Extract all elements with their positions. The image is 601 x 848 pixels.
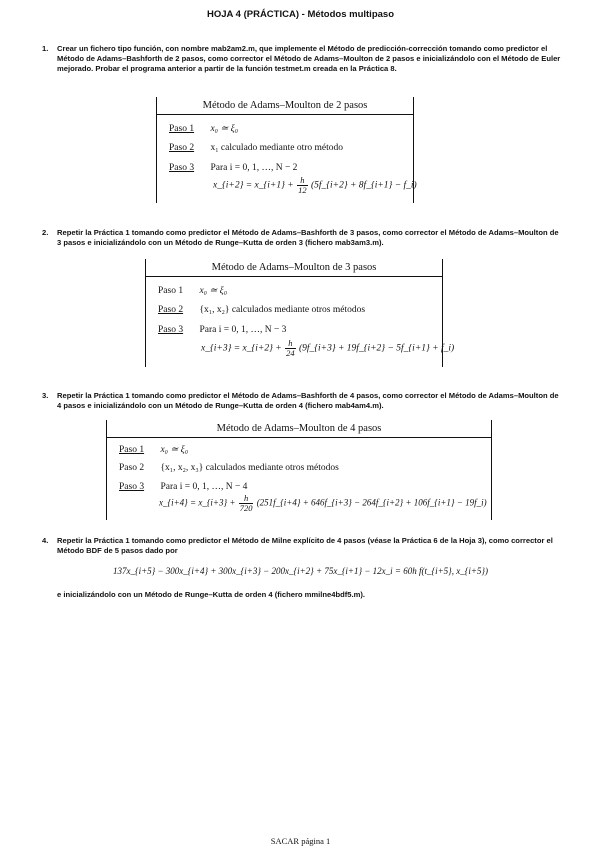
exercise-3 <box>42 391 562 413</box>
step-2 <box>119 463 339 473</box>
step-2 <box>169 143 343 153</box>
exercise-text: Repetir la Práctica 1 tomando como predictor el Método de Adams–Bashforth de 3 pasos, como corrector el Método de Adams–Moulton de 3 pasos e inicializándolo con un Método de Runge–Kutta de orden 3 (fichero mab3am3.m). <box>57 228 559 247</box>
exercise-text: Repetir la Práctica 1 tomando como predictor el Método de Milne explícito de 4 pasos (véase la Práctica 6 de la Hoja 3), como corrector el Método BDF de 5 pasos dado por <box>57 536 553 555</box>
exercise-1 <box>42 44 562 86</box>
step-content: Para i = 0, 1, …, N − 3 <box>199 325 287 335</box>
step-label: Paso 1 <box>119 445 145 455</box>
step-3 <box>119 482 247 492</box>
exercise-4 <box>42 536 562 558</box>
fraction-denominator: 24 <box>286 348 295 358</box>
step-3 <box>158 325 286 335</box>
step-content: Para i = 0, 1, …, N − 2 <box>210 163 298 173</box>
formula-fraction <box>239 494 254 513</box>
box-title-rule <box>157 114 413 115</box>
adams-moulton-3-box <box>145 259 455 367</box>
exercise-number: 2. <box>42 228 49 237</box>
box-title: Método de Adams–Moulton de 4 pasos <box>216 423 382 434</box>
exercise-number: 3. <box>42 391 49 400</box>
box-title-rule <box>107 437 491 438</box>
am2-formula <box>213 176 417 195</box>
formula-lhs: x_{i+3} = x_{i+2} + <box>201 343 282 354</box>
formula-rhs: (5f_{i+2} + 8f_{i+1} − f_i) <box>310 180 417 191</box>
box-title-rule <box>146 276 442 277</box>
step-1 <box>169 123 238 134</box>
step-label: Paso 3 <box>169 163 195 173</box>
formula-lhs: x_{i+2} = x_{i+1} + <box>213 180 294 191</box>
bdf5-formula: 137x_{i+5} − 300x_{i+4} + 300x_{i+3} − 200x_{i+2} + 75x_{i+1} − 12x_i = 60h f(t_{i+5}, x_{i+5}) <box>112 566 489 576</box>
formula-rhs: (251f_{i+4} + 646f_{i+3} − 264f_{i+2} + 106f_{i+1} − 19f_i) <box>256 497 487 508</box>
adams-moulton-2-box <box>156 97 417 203</box>
step-2 <box>158 305 365 315</box>
step-label: Paso 1 <box>158 286 184 296</box>
step-1 <box>158 285 227 296</box>
exercise-text: Repetir la Práctica 1 tomando como predictor el Método de Adams–Bashforth de 4 pasos, como corrector el Método de Adams–Moulton de 4 pasos e inicializándolo con un Método de Runge–Kutta de orden 4 (fichero mab4am4.m). <box>57 391 559 410</box>
adams-moulton-4-box <box>106 420 492 520</box>
formula-lhs: x_{i+4} = x_{i+3} + <box>159 497 236 508</box>
am4-formula <box>159 494 487 513</box>
step-label: Paso 3 <box>158 325 184 335</box>
step-label: Paso 2 <box>169 143 195 153</box>
formula-rhs: (9f_{i+3} + 19f_{i+2} − 5f_{i+1} + f_i) <box>298 343 455 354</box>
exercise-4-continuation: e inicializándolo con un Método de Runge–Kutta de orden 4 (fichero mmilne4bdf5.m). <box>57 590 365 599</box>
fraction-denominator: 720 <box>239 503 253 513</box>
step-content: x₀ ≃ ξ₀ <box>160 445 189 455</box>
step-content: x₀ ≃ ξ₀ <box>210 124 239 134</box>
formula-fraction <box>297 176 308 195</box>
step-label: Paso 1 <box>169 124 195 134</box>
box-title: Método de Adams–Moulton de 2 pasos <box>202 100 368 111</box>
step-content: {x₁, x₂, x₃} calculados mediante otros métodos <box>160 463 339 473</box>
step-1 <box>119 444 188 455</box>
formula-fraction <box>285 339 296 358</box>
box-title: Método de Adams–Moulton de 3 pasos <box>211 262 377 273</box>
fraction-numerator: h <box>239 494 254 504</box>
step-label: Paso 2 <box>158 305 184 315</box>
step-content: Para i = 0, 1, …, N − 4 <box>160 482 248 492</box>
exercise-number: 1. <box>42 44 49 53</box>
exercise-2 <box>42 228 562 250</box>
page-title: HOJA 4 (PRÁCTICA) - Métodos multipaso <box>206 9 394 20</box>
step-content: {x₁, x₂} calculados mediante otros métodos <box>199 305 366 315</box>
exercise-number: 4. <box>42 536 49 545</box>
page-footer: SACAR página 1 <box>270 836 331 846</box>
step-label: Paso 3 <box>119 482 145 492</box>
fraction-numerator: h <box>285 339 296 349</box>
step-content: x₀ ≃ ξ₀ <box>199 286 228 296</box>
step-label: Paso 2 <box>119 463 145 473</box>
fraction-denominator: 12 <box>298 185 307 195</box>
fraction-numerator: h <box>297 176 308 186</box>
am3-formula <box>201 339 454 358</box>
exercise-text: Crear un fichero tipo función, con nombre mab2am2.m, que implemente el Método de predicción-corrección tomando como predictor el Método de Adams–Bashforth de 2 pasos, como corrector el Método de Adams–Moulton de 2 pasos e inicializándolo con el Método de Euler mejorado. Probar el programa anterior a partir de la función testmet.m creada en la Práctica 8. <box>57 44 561 73</box>
step-3 <box>169 163 297 173</box>
step-content: x₁ calculado mediante otro método <box>210 143 344 153</box>
